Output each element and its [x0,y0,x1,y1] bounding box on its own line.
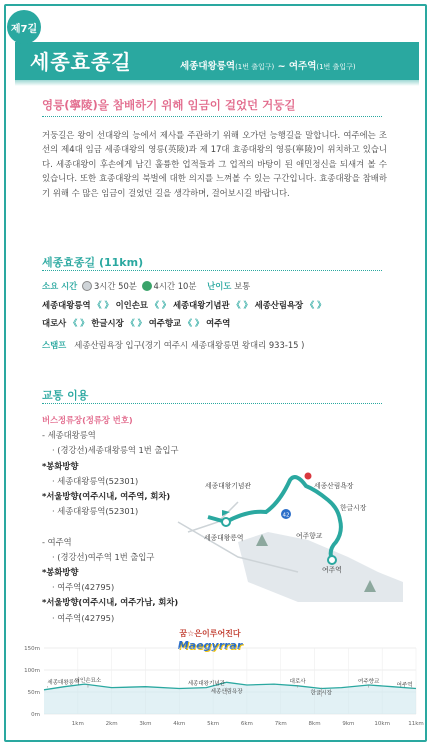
bus-stop-heading: 버스정류장(정류장 번호) [42,415,133,425]
transport-line: · 세종대왕릉역(52301) [52,475,139,486]
map-label: 세종대왕릉역 [204,534,244,542]
y-tick-label: 0m [31,712,40,718]
badge-pointer [18,40,30,48]
y-tick-label: 150m [24,646,40,652]
x-tick-label: 8km [308,721,321,727]
elevation-profile [14,640,422,732]
route-end: 여주역 [288,61,317,72]
place-label: 세종대왕릉역 [47,680,80,687]
logo-bottom-text: Maegyrrar [177,639,243,652]
transport-line: *봉화방향 [42,460,79,471]
difficulty-value: 보통 [234,281,251,291]
map-label: 여주향교 [296,532,323,540]
start-station-icon [222,518,230,526]
arrow-separator: 《 》 [305,300,326,310]
arrow-separator: 《 》 [126,318,147,328]
map-label: 한글시장 [340,504,367,512]
route-number: 42 [282,512,290,519]
y-tick-label: 50m [27,690,40,696]
map-label: 세종산림욕장 [314,482,354,490]
stop: 한글시장 [91,318,124,328]
duration-label: 소요 시간 [42,281,78,291]
transport-line: - 세종대왕릉역 [42,430,96,441]
transport-line: · (경강선)여주역 1번 출입구 [52,551,155,562]
page-title: 세종효종길 [30,50,132,74]
title-banner-shadow [15,80,419,86]
logo-top-text: 꿈☆은이루어진다 [179,629,241,638]
difficulty-label: 난이도 [207,281,232,291]
transport-title: 교통 이용 [42,389,89,402]
stamp-location: 세종산림욕장 입구(경기 여주시 세종대왕릉면 왕대리 933-15 ) [74,340,305,350]
stop: 여주역 [206,318,231,328]
route-number-badge: 제7길 [7,10,41,44]
course-title: 세종효종길 (11km) [42,256,144,269]
x-tick-label: 5km [207,721,220,727]
stop: 세종대왕릉역 [42,300,91,310]
map-label: 여주역 [322,566,342,574]
y-tick-label: 100m [24,668,40,674]
transport-line: *봉화방향 [42,567,79,578]
arrow-separator: 《 》 [150,300,171,310]
stops-line-1 [42,299,326,311]
x-tick-label: 9km [342,721,355,727]
x-tick-label: 1km [71,721,84,727]
stop: 여주향교 [148,318,182,328]
place-label: 한글시장 [310,690,332,697]
transport-line: · 세종대왕릉역(52301) [52,506,139,517]
place-label: 세종산림욕장 [210,688,243,695]
walk-time: 3시간 50분 [93,281,137,291]
arrow-separator: 《 》 [232,300,252,310]
transport-line: - 여주역 [42,536,72,547]
x-tick-label: 7km [274,721,287,727]
stamp-row [42,339,304,351]
route-separator: ~ [274,61,289,72]
x-tick-label: 2km [105,721,118,727]
stop: 대로사 [42,318,67,328]
stop: 세종대왕기념관 [172,300,230,310]
transport-line: *서울방향(여주시내, 여주가남, 회차) [42,597,179,608]
stamp-marker-icon [305,473,312,480]
x-tick-label: 4km [173,721,186,727]
x-tick-label: 6km [240,721,253,727]
transport-line: *서울방향(여주시내, 여주역, 회차) [42,491,171,502]
stop: 이인손묘 [115,300,148,310]
end-station-icon [328,556,336,564]
x-tick-label: 11km [408,721,424,727]
walking-icon [82,281,92,291]
divider [42,403,382,404]
transport-line: · 여주역(42795) [52,582,115,593]
transport-line: · (경강선)세종대왕릉역 1번 출입구 [52,445,179,456]
divider [42,116,382,117]
intro-heading: 영릉(寧陵)을 참배하기 위해 임금이 걸었던 거둥길 [42,98,296,112]
place-label: 세종대왕기념관 [187,680,225,687]
x-tick-label: 10km [374,721,390,727]
stops-line-2 [42,317,230,329]
arrow-separator: 《 》 [93,300,113,310]
route-summary [180,58,356,72]
transport-line: · 여주역(42795) [52,612,115,623]
route-start: 세종대왕릉역 [180,61,236,72]
route-end-note: (1번 출입구) [316,63,356,71]
bicycle-icon [142,281,152,291]
elevation-area [44,682,416,714]
divider [42,270,382,271]
arrow-separator: 《 》 [183,318,204,328]
stamp-label: 스탬프 [42,340,67,350]
x-tick-label: 3km [139,721,152,727]
place-label: 대로사 [289,679,306,686]
stop: 세종산림욕장 [254,300,304,310]
duration-row [42,280,250,292]
intro-paragraph: 거둥길은 왕이 선대왕의 능에서 제사를 주관하기 위해 오가던 능행길을 말합니다. 여주에는 조선의 제4대 임금 세종대왕의 영릉(英陵)과 제 17대 효종대왕의 영릉(寧陵)이 위치하고 있습니다. 세종대왕이 후손에게 남긴 훌륭한 업적들과 그 업적의 바탕이 된 애민정신을 되새겨 볼 수 있습니다. 또한 효종대왕의 북벌에 대한 의지를 느껴볼 수 있는 구간입니다. 효종대왕을 참배하기 위해 수 많은 임금이 걸었던 길을 생각하며, 걸어보시길 바랍니다. [42,130,387,198]
route-start-note: (1번 출입구) [235,63,275,71]
map-label: 세종대왕기념관 [205,482,251,490]
arrow-separator: 《 》 [68,318,89,328]
place-label: 여주역 [396,682,413,689]
place-label: 여주향교 [358,679,380,686]
bike-time: 4시간 10분 [153,281,197,291]
place-label: 이인손묘소 [74,677,102,684]
